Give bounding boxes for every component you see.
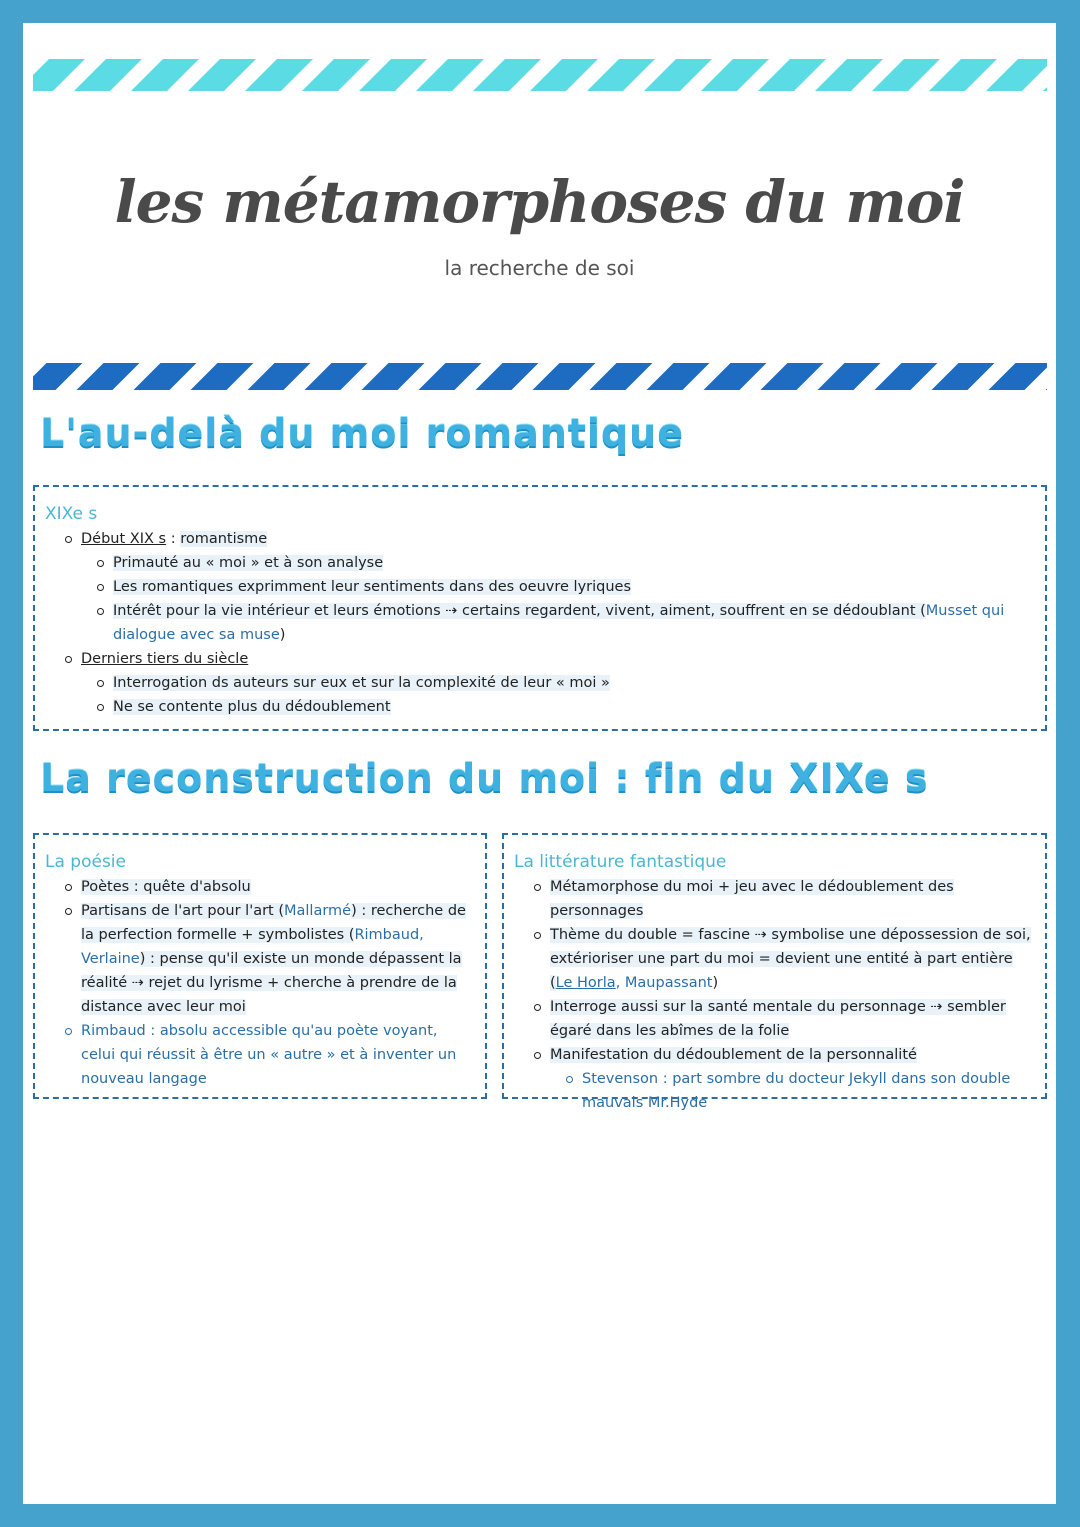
page-subtitle: la recherche de soi [444,256,635,280]
document-page [23,23,1056,1504]
stripe-segment [359,59,427,91]
list-item: Poètes : quête d'absolu [65,875,475,899]
stripe-segment [701,59,769,91]
stripe-segment [416,59,484,91]
stripe-segment [647,363,710,390]
decorative-stripe-top [33,59,1047,91]
stripe-segment [530,59,598,91]
notes-box-poesie [33,833,487,1099]
list-item: Derniers tiers du siècle Interrogation ds auteurs sur eux et sur la complexité de leur « moi » Ne se contente plus du dédoublement [65,647,1035,719]
stripe-segment [473,59,541,91]
stripe-segment [245,59,313,91]
stripe-segment [476,363,539,390]
stripe-segment [986,59,1047,91]
stripe-segment [419,363,482,390]
reference-maupassant: Maupassant [624,975,713,991]
stripe-segment [875,363,938,390]
stripe-segment [188,59,256,91]
stripe-segment [758,59,826,91]
reference-musset: Musset qui dialogue avec sa muse [113,603,1005,643]
stripe-segment [929,59,997,91]
notes-box-xixe [33,485,1047,731]
stripe-segment [131,59,199,91]
section-heading-reconstruction: La reconstruction du moi : fin du XIXe s [40,756,929,800]
link-le-horla[interactable]: Le Horla [555,975,616,991]
stripe-segment [818,363,881,390]
list [45,527,1035,719]
stripe-segment [761,363,824,390]
stripe-segment [815,59,883,91]
stripe-segment [74,59,142,91]
stripe-segment [932,363,995,390]
stripe-segment [362,363,425,390]
stripe-segment [302,59,370,91]
list-item: Thème du double = fascine ⇢ symbolise une dépossession de soi, extérioriser une part du moi = devient une entité à part entière (Le Horla, Maupassant) [534,923,1035,995]
box-title: XIXe s [45,504,98,524]
box-title: La poésie [45,852,126,872]
stripe-segment [533,363,596,390]
list-item: Interroge aussi sur la santé mentale du personnage ⇢ sembler égaré dans les abîmes de la folie [534,995,1035,1043]
list-item: Stevenson : part sombre du docteur Jekyll dans son double mauvais Mr.Hyde [566,1067,1035,1115]
stripe-segment [644,59,712,91]
decorative-stripe-middle [33,363,1047,390]
stripe-segment [134,363,197,390]
list-item: Ne se contente plus du dédoublement [97,695,1035,719]
stripe-segment [305,363,368,390]
stripe-segment [587,59,655,91]
box-title: La littérature fantastique [514,852,727,872]
list-item: Les romantiques exprimment leur sentiments dans des oeuvre lyriques [97,575,1035,599]
reference-rimbaud-verlaine: Rimbaud, Verlaine [81,927,424,967]
stripe-segment [248,363,311,390]
list-item: Partisans de l'art pour l'art (Mallarmé) : recherche de la perfection formelle + symbolistes (Rimbaud, Verlaine) : pense qu'il existe un monde dépassent la réalité ⇢ rejet du lyrisme + cherche à prendre de la distance avec leur moi [65,899,475,1019]
list-item: Interrogation ds auteurs sur eux et sur la complexité de leur « moi » [97,671,1035,695]
list-item: Rimbaud : absolu accessible qu'au poète voyant, celui qui réussit à être un « autre » et à inventer un nouveau langage [65,1019,475,1091]
list-item: Métamorphose du moi + jeu avec le dédoublement des personnages [534,875,1035,923]
list-item: Intérêt pour la vie intérieur et leurs émotions ⇢ certains regardent, vivent, aiment, souffrent en se dédoublant (Musset qui dialogue avec sa muse) [97,599,1035,647]
section-heading-romantique: L'au-delà du moi romantique [40,411,684,455]
stripe-segment [989,363,1048,390]
stripe-segment [33,363,83,390]
stripe-segment [872,59,940,91]
stripe-segment [77,363,140,390]
page-title: les métamorphoses du moi [114,168,965,236]
list-item: Début XIX s : romantisme Primauté au « moi » et à son analyse Les romantiques exprimment leur sentiments dans des oeuvre lyriques Intérêt pour la vie intérieur et leurs émotions ⇢ certains regardent, vivent, aiment, souffrent en se dédoublant (Musset qui dialogue avec sa muse) [65,527,1035,647]
notes-box-fantastique [502,833,1047,1111]
stripe-segment [590,363,653,390]
list-item: Primauté au « moi » et à son analyse [97,551,1035,575]
stripe-segment [704,363,767,390]
stripe-segment [191,363,254,390]
list-item: Manifestation du dédoublement de la personnalité Stevenson : part sombre du docteur Jekyll dans son double mauvais Mr.Hyde [534,1043,1035,1115]
reference-mallarme: Mallarmé [284,903,352,919]
